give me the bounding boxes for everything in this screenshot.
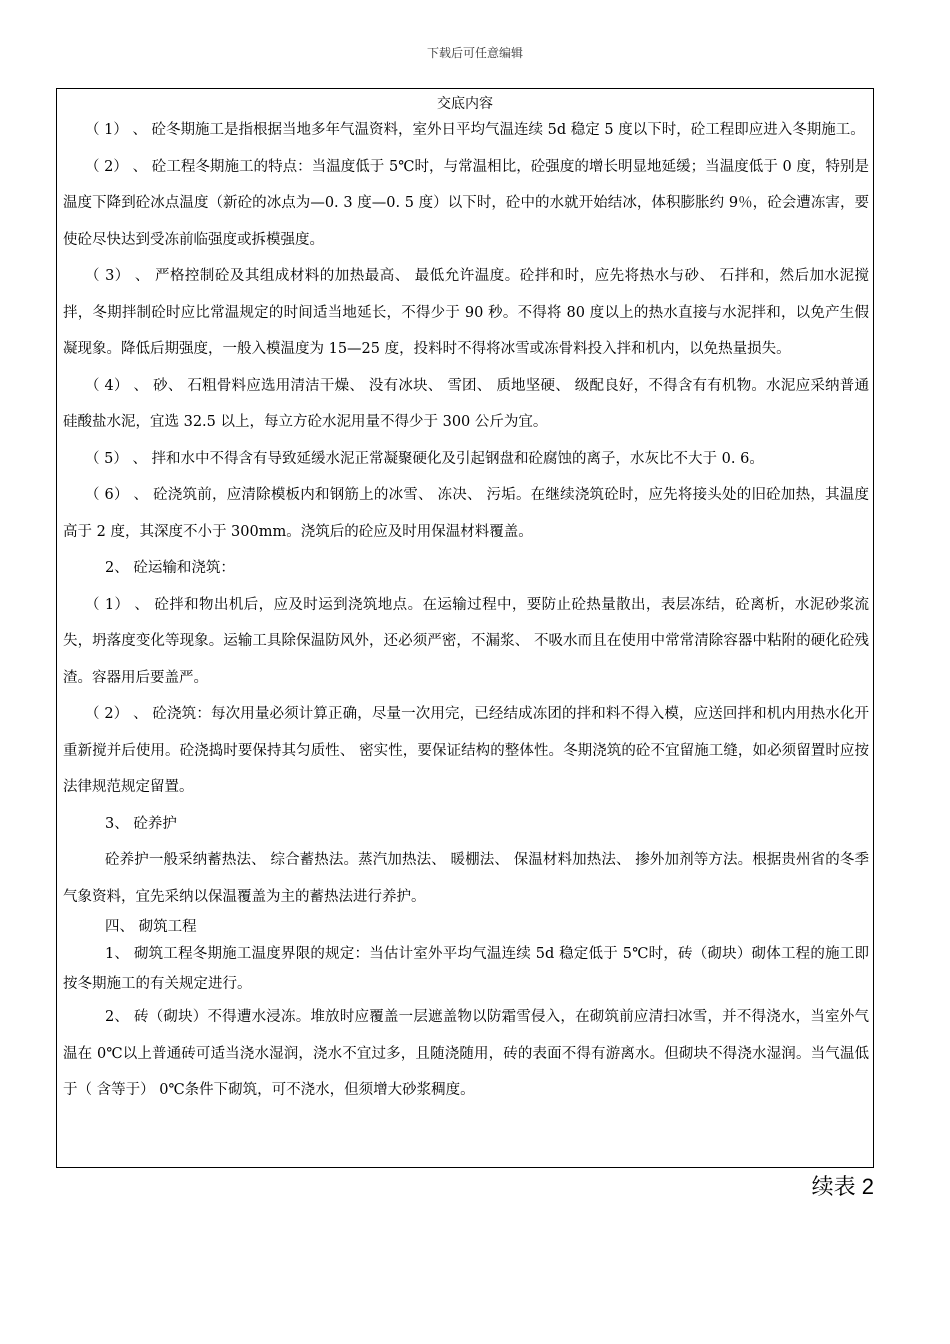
disclosure-table — [56, 88, 874, 1168]
paragraph-6: （ 6） 、 砼浇筑前，应清除模板内和钢筋上的冰雪、 冻决、 污垢。在继续浇筑砼时，应先将接头处的旧砼加热，其温度高于 2 度，其深度不小于 300mm。浇筑后的砼应及时用保温材料覆盖。 — [63, 487, 869, 540]
watermark-text: 下载后可任意编辑 — [426, 46, 523, 60]
paragraph-transport-2: （ 2） 、 砼浇筑：每次用量必须计算正确，尽量一次用完，已经结成冻团的拌和料不得入模，应送回拌和机内用热水化开重新搅并后使用。砼浇捣时要保持其匀质性、 密实性，要保证结构的整体性。冬期浇筑的砼不宜留施工缝，如必须留置时应按法律规范规定留置。 — [63, 706, 869, 795]
paragraph-transport-1: （ 1） 、 砼拌和物出机后，应及时运到浇筑地点。在运输过程中，要防止砼热量散出，表层冻结，砼离析，水泥砂浆流失，坍落度变化等现象。运输工具除保温防风外，还必须严密，不漏浆、 不吸水而且在使用中常常清除容器中粘附的硬化砼残渣。容器用后要盖严。 — [63, 596, 869, 686]
paragraph-masonry-2: 2、 砖（砌块）不得遭水浸冻。堆放时应覆盖一层遮盖物以防霜雪侵入，在砌筑前应清扫冰雪，并不得浇水，当室外气温在 0℃以上普通砖可适当浇水湿润，浇水不宜过多，且随浇随用，砖的表面不得有游离水。但砌块不得浇水湿润。当气温低于（ 含等于） 0℃条件下砌筑，可不浇水，但须增大砂浆稠度。 — [63, 1009, 869, 1098]
section-heading-masonry: 四、 砌筑工程 — [105, 919, 197, 935]
paragraph-1: （ 1） 、 砼冬期施工是指根据当地多年气温资料，室外日平均气温连续 5d 稳定 5 度以下时，砼工程即应进入冬期施工。 — [85, 122, 865, 138]
paragraph-masonry-1: 1、 砌筑工程冬期施工温度界限的规定：当估计室外平均气温连续 5d 稳定低于 5℃时，砖（砌块）砌体工程的施工即按冬期施工的有关规定进行。 — [63, 946, 869, 992]
section-heading-transport: 2、 砼运输和浇筑： — [105, 560, 235, 576]
continuation-label: 续表 2 — [811, 1174, 874, 1199]
disclosure-content — [57, 112, 873, 1109]
paragraph-2: （ 2） 、 砼工程冬期施工的特点：当温度低于 5℃时，与常温相比，砼强度的增长明显地延缓；当温度低于 0 度，特别是温度下降到砼冰点温度（新砼的冰点为—0. 3 度—0. 5 度）以下时，砼中的水就开始结冰，体积膨胀约 9％，砼会遭冻害，要使砼尽快达到受冻前临强度或拆模强度。 — [63, 158, 869, 248]
section-heading-curing: 3、 砼养护 — [105, 815, 177, 832]
paragraph-4: （ 4） 、 砂、 石粗骨料应选用清洁干燥、 没有冰块、 雪团、 质地坚硬、 级配良好，不得含有有机物。水泥应采纳普通硅酸盐水泥，宜选 32.5 以上，每立方砼水泥用量不得少于 300 公斤为宜。 — [63, 377, 869, 430]
paragraph-5: （ 5） 、 拌和水中不得含有导致延缓水泥正常凝聚硬化及引起钢盘和砼腐蚀的离子，水灰比不大于 0. 6。 — [85, 450, 764, 467]
table-header-title: 交底内容 — [437, 96, 493, 112]
paragraph-3: （ 3） 、 严格控制砼及其组成材料的加热最高、 最低允许温度。砼拌和时，应先将热水与砂、 石拌和，然后加水泥搅拌，冬期拌制砼时应比常温规定的时间适当地延长，不得少于 90 秒。不得将 80 度以上的热水直接与水泥拌和，以免产生假凝现象。降低后期强度，一般入模温度为 15—25 度，投料时不得将冰雪或冻骨料投入拌和机内，以免热量损失。 — [63, 268, 869, 357]
paragraph-curing: 砼养护一般采纳蓄热法、 综合蓄热法。蒸汽加热法、 暖棚法、 保温材料加热法、 掺外加剂等方法。根据贵州省的冬季气象资料，宜先采纳以保温覆盖为主的蓄热法进行养护。 — [63, 852, 869, 905]
